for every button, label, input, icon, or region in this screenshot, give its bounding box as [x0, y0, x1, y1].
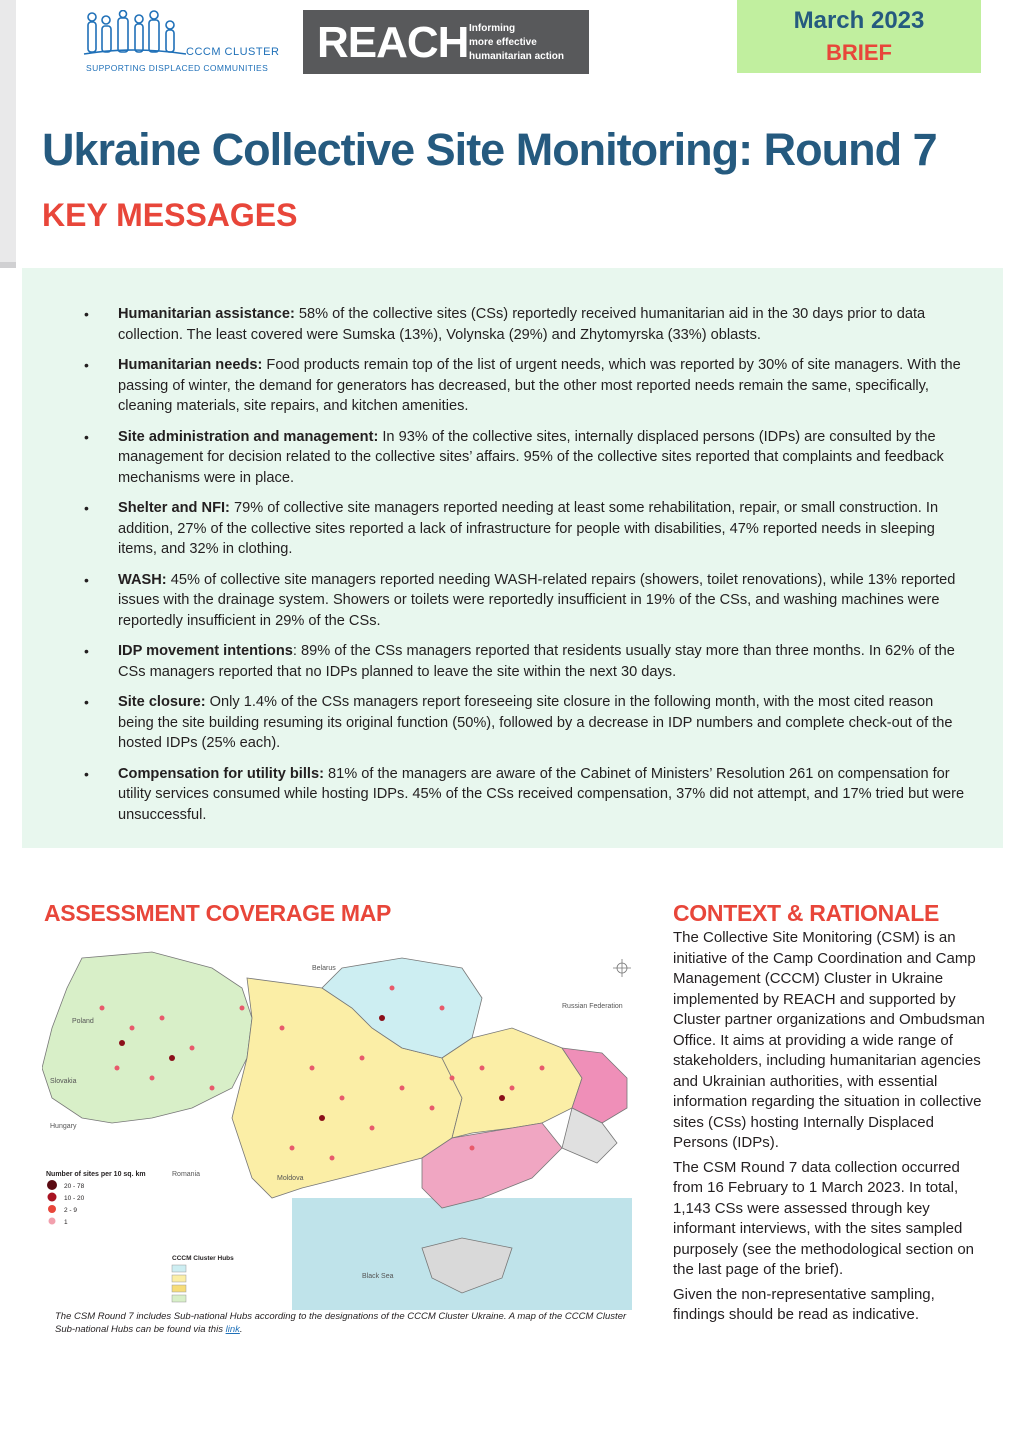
bullet-icon: • [84, 357, 89, 373]
map-section-heading: ASSESSMENT COVERAGE MAP [44, 900, 392, 926]
legend-swatch-1 [47, 1180, 57, 1190]
legend-swatch-4 [49, 1218, 56, 1225]
left-margin-bar-foot [0, 262, 16, 268]
key-messages-heading: KEY MESSAGES [42, 197, 298, 233]
key-message-item: • Site closure: Only 1.4% of the CSs managers report foreseeing site closure in the following month, with the most cited reason being the site building resuming its original function (50%), followed by a decrease in IDP numbers and complete check-out of the hosted IDPs (25% each). [84, 694, 953, 751]
key-message-item: • Humanitarian assistance: 58% of the collective sites (CSs) reportedly received humanitarian aid in the 30 days prior to data collection. The least covered were Sumska (13%), Volynska (29%) and Zhytomyrska (33%) oblasts. [84, 306, 926, 343]
russia-label: Russian Federation [562, 1003, 623, 1010]
romania-label: Romania [172, 1171, 201, 1178]
legend-class-2: 10 - 20 [64, 1195, 85, 1202]
key-message-item: • IDP movement intentions: 89% of the CSs managers reported that residents usually stay more than three months. In 62% of the CSs managers reported that no IDPs planned to leave the site within the next 30 days. [84, 643, 955, 680]
ukraine-map [42, 948, 632, 1310]
key-message-item: • Shelter and NFI: 79% of collective site managers reported needing at least some rehabilitation, repair, or small construction. In addition, 27% of the collective sites reported a lack of infrastructure for people with disabilities, 47% reported needs in sleeping items, and 32% in clothing. [84, 500, 939, 557]
page-title: Ukraine Collective Site Monitoring: Round 7 [42, 124, 937, 175]
brief-date-box [737, 0, 981, 73]
hungary-label: Hungary [50, 1123, 77, 1130]
black-sea-label: Black Sea [362, 1273, 394, 1280]
bullet-icon: • [84, 765, 89, 782]
assessment-coverage-map [42, 948, 632, 1310]
bullet-icon: • [84, 694, 89, 710]
context-heading: CONTEXT & RATIONALE [673, 900, 940, 926]
cccm-people-icon [82, 10, 192, 60]
hubs-legend-title: CCCM Cluster Hubs [172, 1255, 234, 1262]
key-message-item: • Site administration and management: In 93% of the collective sites, internally displaced persons (IDPs) are consulted by the management for decision related to the collective sites’ affairs. 95% of the collective sites reported that complaints and feedback mechanisms were in place. [84, 428, 944, 486]
bullet-icon: • [84, 643, 89, 659]
hubs-map-link[interactable]: link [225, 1324, 240, 1335]
brief-date: March 2023 [793, 7, 925, 34]
hub-swatch-central [172, 1285, 186, 1292]
reach-wordmark: REACH [317, 18, 469, 67]
slovakia-label: Slovakia [50, 1078, 77, 1085]
legend-class-3: 2 - 9 [64, 1207, 78, 1214]
moldova-label: Moldova [277, 1175, 304, 1182]
context-body [673, 928, 985, 1330]
map-legend-title: Number of sites per 10 sq. km [46, 1171, 146, 1178]
reach-logo [303, 10, 589, 74]
legend-class-1: 20 - 78 [64, 1183, 85, 1190]
context-paragraph-3: Given the non-representative sampling, findings should be read as indicative. [673, 1285, 935, 1323]
hub-swatch-west [172, 1295, 186, 1302]
left-margin-bar [0, 0, 16, 262]
key-message-item: • Humanitarian needs: Food products remain top of the list of urgent needs, which was reported by 30% of site managers. With the passing of winter, the demand for generators has decreased, but the other most reported needs remain the same, specifically, cleaning materials, site repairs, and kitchen amenities. [84, 357, 961, 414]
key-message-item: • WASH: 45% of collective site managers reported needing WASH-related repairs (showers, toilet renovations), while 13% reported issues with the drainage system. Showers or toilets were reportedly insufficient in 19% of the CSs, and washing machines were reportedly insufficient in 29% of the CSs. [84, 571, 956, 629]
map-caption: The CSM Round 7 includes Sub-national Hubs according to the designations of the CCCM Cluster Ukraine. A map of the CCCM Cluster Sub-national Hubs can be found via this link. [55, 1311, 627, 1335]
cccm-cluster-tagline: SUPPORTING DISPLACED COMMUNITIES [86, 63, 269, 73]
hub-swatch-east [172, 1275, 186, 1282]
legend-swatch-2 [48, 1193, 57, 1202]
belarus-label: Belarus [312, 965, 336, 972]
legend-swatch-3 [48, 1205, 56, 1213]
key-message-item: • Compensation for utility bills: 81% of the managers are aware of the Cabinet of Ministers’ Resolution 261 on compensation for utility services consumed while hosting IDPs. 45% of the CSs received compensation, 37% did not attempt, and 17% tried but were unsuccessful. [84, 765, 965, 823]
bullet-icon: • [84, 500, 89, 516]
context-paragraph-1: The Collective Site Monitoring (CSM) is an initiative of the Camp Coordination and Camp Management (CCCM) Cluster in Ukraine implemented by REACH and supported by Cluster partner organizations and Ombudsman Office. It aims at providing a wide range of stakeholders, including humanitarian agencies and Ukrainian authorities, with essential information regarding the situation in collective sites (CSs) hosting Internally Displaced Persons (IDPs). [673, 929, 985, 1151]
reach-tagline: Informing more effective humanitarian action [469, 23, 565, 62]
legend-class-4: 1 [64, 1219, 68, 1226]
bullet-icon: • [84, 571, 89, 588]
poland-label: Poland [72, 1018, 94, 1025]
context-paragraph-2: The CSM Round 7 data collection occurred from 16 February to 1 March 2023. In total, 1,143 CSs were assessed through key informant interviews, with the sites sampled purposely (see the methodological section on the last page of the brief). [673, 1158, 975, 1278]
hub-swatch-north [172, 1265, 186, 1272]
brief-type: BRIEF [826, 40, 892, 65]
key-messages-list [68, 304, 968, 835]
cccm-cluster-name: CCCM CLUSTER [186, 46, 280, 58]
key-messages-panel [22, 268, 1003, 848]
bullet-icon: • [84, 428, 89, 445]
bullet-icon: • [84, 306, 89, 322]
